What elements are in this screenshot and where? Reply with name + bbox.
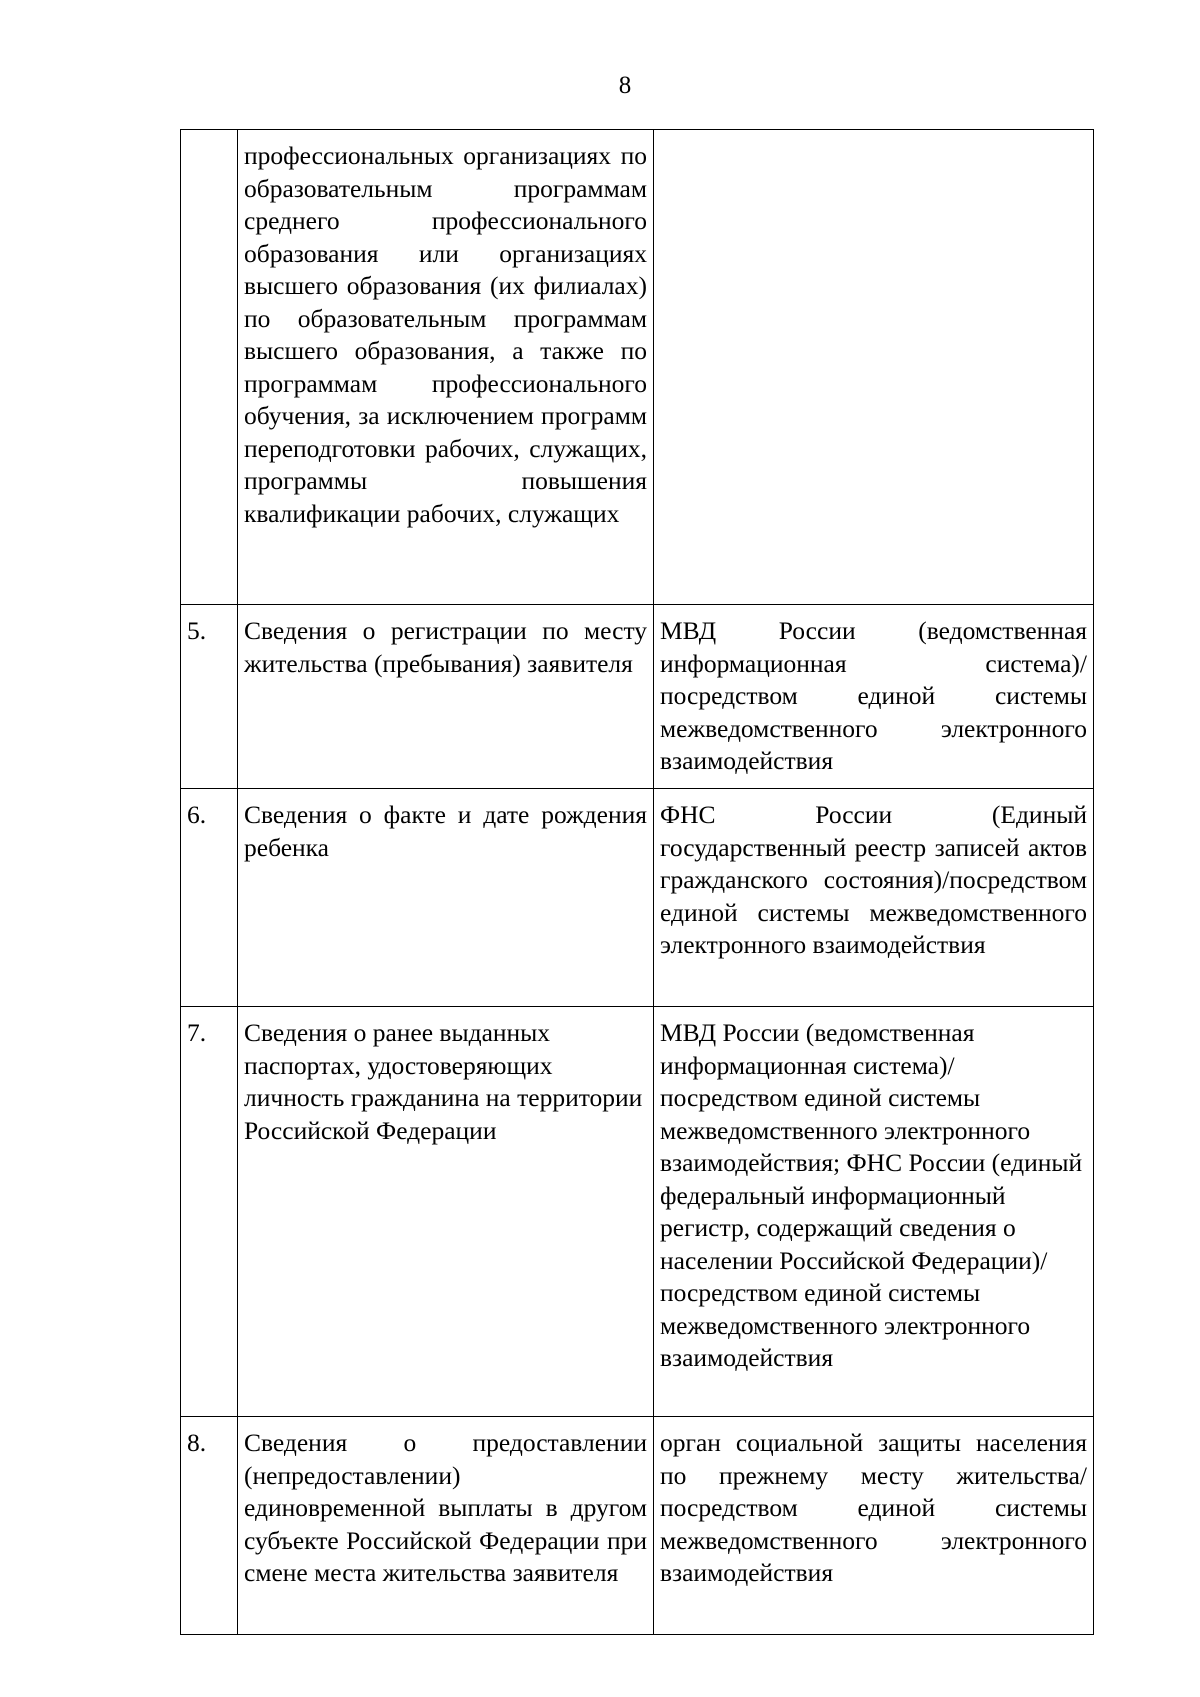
- table-row: [181, 1007, 1094, 1417]
- row-number: 6.: [181, 789, 238, 1007]
- document-table: [180, 129, 1094, 1635]
- table-row: [181, 130, 1094, 605]
- page-number: 8: [618, 72, 632, 99]
- table-row: [181, 1417, 1094, 1635]
- row-number: 5.: [181, 605, 238, 789]
- source-cell: орган социальной защиты населения по прежнему месту жительства/посредством единой системы межведомственного электронного взаимодействия: [654, 1417, 1094, 1635]
- source-cell: МВД России (ведомственная информационная система)/посредством единой системы межведомственного электронного взаимодействия; ФНС России (единый федеральный информационный регистр, содержащий сведения о населении Российской Федерации)/посредством единой системы межведомственного электронного взаимодействия: [654, 1007, 1094, 1417]
- info-cell: Сведения о факте и дате рождения ребенка: [238, 789, 654, 1007]
- source-cell: [654, 130, 1094, 605]
- row-number: 7.: [181, 1007, 238, 1417]
- info-cell: Сведения о ранее выданных паспортах, удостоверяющих личность гражданина на территории Российской Федерации: [238, 1007, 654, 1417]
- table-row: [181, 605, 1094, 789]
- source-cell: МВД России (ведомственная информационная система)/посредством единой системы межведомственного электронного взаимодействия: [654, 605, 1094, 789]
- table-row: [181, 789, 1094, 1007]
- row-number: [181, 130, 238, 605]
- info-cell: Сведения о предоставлении (непредоставлении) единовременной выплаты в другом субъекте Российской Федерации при смене места жительства заявителя: [238, 1417, 654, 1635]
- info-cell: Сведения о регистрации по месту жительства (пребывания) заявителя: [238, 605, 654, 789]
- info-cell: профессиональных организациях по образовательным программам среднего профессионального образования или организациях высшего образования (их филиалах) по образовательным программам высшего образования, а также по программам профессионального обучения, за исключением программ переподготовки рабочих, служащих, программы повышения квалификации рабочих, служащих: [238, 130, 654, 605]
- row-number: 8.: [181, 1417, 238, 1635]
- source-cell: ФНС России (Единый государственный реестр записей актов гражданского состояния)/посредством единой системы межведомственного электронного взаимодействия: [654, 789, 1094, 1007]
